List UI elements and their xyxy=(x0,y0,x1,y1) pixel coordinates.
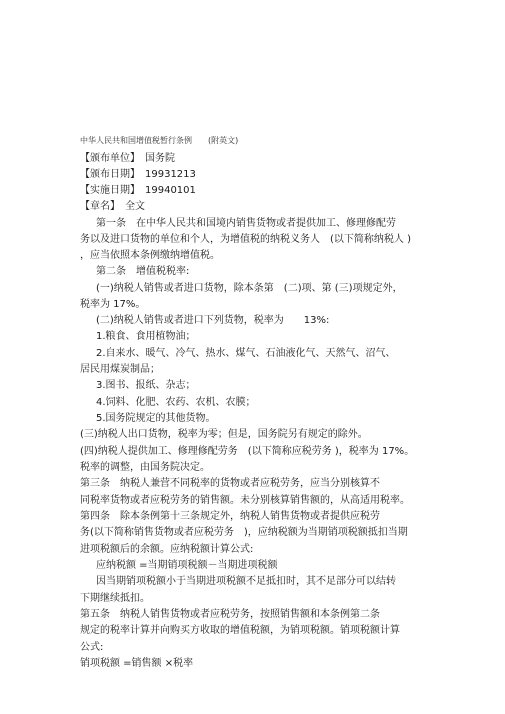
body-line: 应纳税额 =当期销项税额－当期进项税额 xyxy=(96,560,278,571)
body-line: 第五条 纳税人销售货物或者应税劳务，按照销售额和本条例第二条 xyxy=(80,609,380,620)
body-line: 税率的调整，由国务院决定。 xyxy=(80,462,210,473)
body-line: (三)纳税人出口货物，税率为零；但是，国务院另有规定的除外。 xyxy=(80,429,368,440)
body-line: (二)纳税人销售或者进口下列货物，税率为 13%: xyxy=(96,315,330,326)
body-line: 务(以下简称销售货物或者应税劳务 )，应纳税额为当期销项税额抵扣当期 xyxy=(80,527,408,538)
meta-chapter: 【章名】 全文 xyxy=(80,201,145,212)
body-line: 税率为 17%。 xyxy=(80,299,146,310)
body-line: (四)纳税人提供加工、修理修配劳务 (以下简称应税劳务 )，税率为 17%。 xyxy=(80,446,415,457)
body-line: 2.自来水、暖气、冷气、热水、煤气、石油液化气、天然气、沼气、 xyxy=(96,348,396,359)
body-line: 5.国务院规定的其他货物。 xyxy=(96,413,216,424)
body-line: 进项税额后的余额。应纳税额计算公式: xyxy=(80,544,254,555)
body-line: 第二条 增值税税率: xyxy=(96,266,190,277)
body-line: 第四条 除本条例第十三条规定外，纳税人销售货物或者提供应税劳 xyxy=(80,511,380,522)
body-line: 同税率货物或者应税劳务的销售额。未分别核算销售额的，从高适用税率。 xyxy=(80,495,410,506)
document-title: 中华人民共和国增值税暂行条例 (附英文) xyxy=(80,136,239,145)
meta-issue-date: 【颁布日期】 19931213 xyxy=(80,169,196,180)
body-line: 居民用煤炭制品； xyxy=(80,364,160,375)
body-line: 务以及进口货物的单位和个人，为增值税的纳税义务人 (以下简称纳税人 ) xyxy=(80,234,411,245)
body-line: 1.粮食、食用植物油； xyxy=(96,331,196,342)
meta-issuer: 【颁布单位】 国务院 xyxy=(80,153,175,164)
body-line: 规定的税率计算并向购买方收取的增值税额，为销项税额。销项税额计算 xyxy=(80,625,400,636)
body-line: 4.饲料、化肥、农药、农机、农膜； xyxy=(96,397,256,408)
meta-effective-date: 【实施日期】 19940101 xyxy=(80,185,196,196)
body-line: (一)纳税人销售或者进口货物，除本条第 (二)项、第 (三)项规定外， xyxy=(96,283,403,294)
body-line: ，应当依照本条例缴纳增值税。 xyxy=(80,250,220,261)
body-line: 销项税额 =销售额 ×税率 xyxy=(80,658,194,669)
body-line: 公式: xyxy=(80,642,104,653)
body-line: 下期继续抵扣。 xyxy=(80,593,150,604)
body-line: 第三条 纳税人兼营不同税率的货物或者应税劳务，应当分别核算不 xyxy=(80,478,380,489)
body-line: 第一条 在中华人民共和国境内销售货物或者提供加工、修理修配劳 xyxy=(96,218,396,229)
body-line: 因当期销项税额小于当期进项税额不足抵扣时，其不足部分可以结转 xyxy=(96,576,396,587)
body-line: 3.图书、报纸、杂志； xyxy=(96,380,196,391)
